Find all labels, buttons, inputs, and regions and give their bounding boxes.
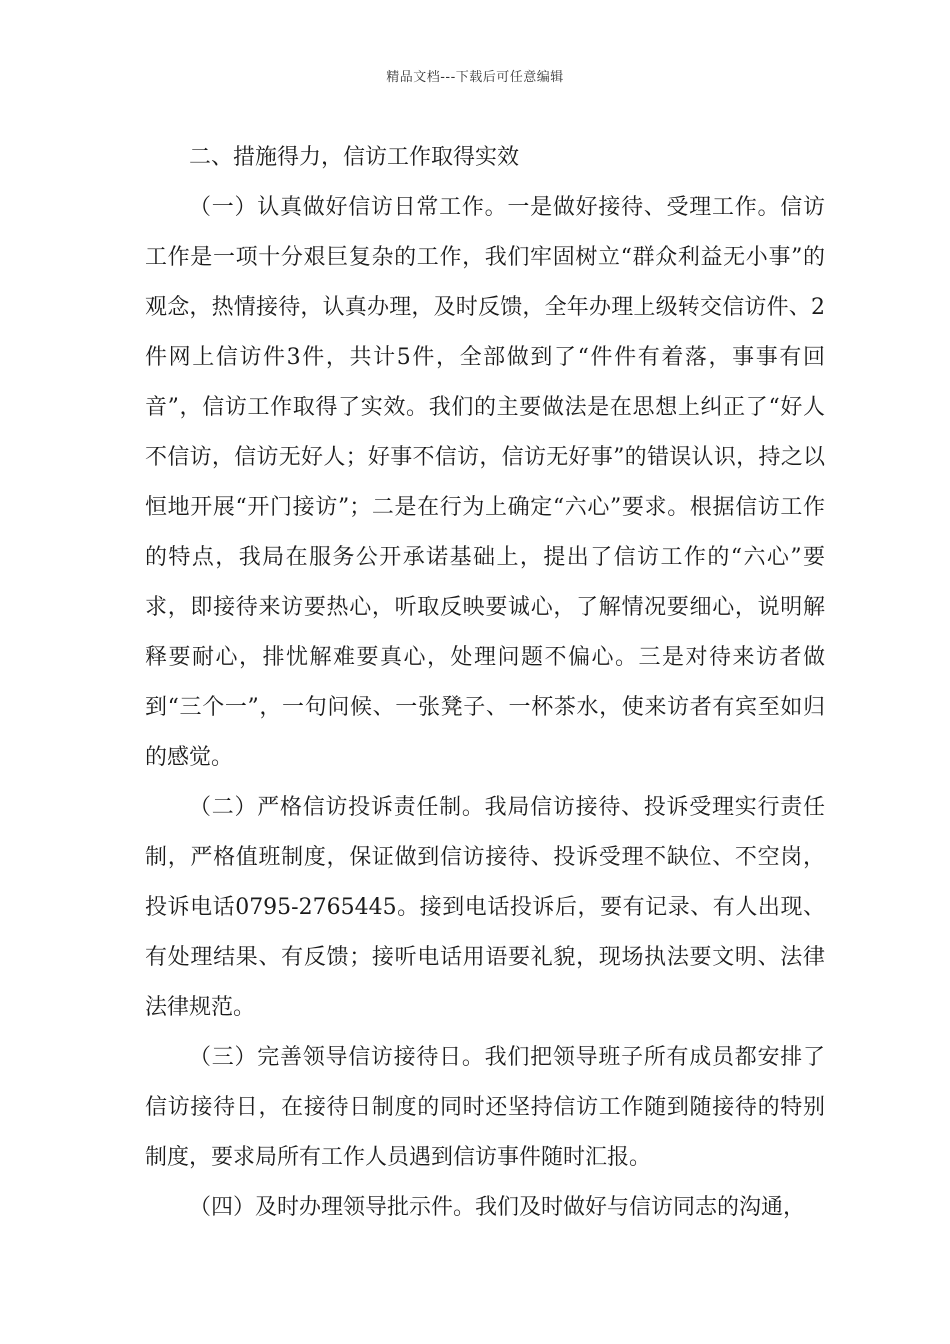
paragraph-3: （三）完善领导信访接待日。我们把领导班子所有成员都安排了信访接待日，在接待日制度的同时还坚持信访工作随到随接待的特别制度，要求局所有工作人员遇到信访事件随时汇报。 [145, 1045, 825, 1170]
paragraph-1: （一）认真做好信访日常工作。一是做好接待、受理工作。信访工作是一项十分艰巨复杂的工作，我们牢固树立“群众利益无小事”的观念，热情接待，认真办理，及时反馈，全年办理上级转交信访件、2件网上信访件3件，共计5件，全部做到了“件件有着落，事事有回音”，信访工作取得了实效。我们的主要做法是在思想上纠正了“好人不信访，信访无好人；好事不信访，信访无好事”的错误认识，持之以恒地开展“开门接访”；二是在行为上确定“六心”要求。根据信访工作的特点，我局在服务公开承诺基础上，提出了信访工作的“六心”要求，即接待来访要热心，听取反映要诚心，了解情况要细心，说明解释要耐心，排忧解难要真心，处理问题不偏心。三是对待来访者做到“三个一”，一句问候、一张凳子、一杯茶水，使来访者有宾至如归的感觉。 [145, 195, 825, 770]
page-header: 精品文档---下载后可任意编辑 [386, 70, 564, 85]
paragraph-4: （四）及时办理领导批示件。我们及时做好与信访同志的沟通， [189, 1195, 806, 1220]
section-heading: 二、措施得力，信访工作取得实效 [189, 145, 520, 170]
paragraph-2: （二）严格信访投诉责任制。我局信访接待、投诉受理实行责任制，严格值班制度，保证做到信访接待、投诉受理不缺位、不空岗，投诉电话0795-2765445。接到电话投诉后，要有记录、有人出现、有处理结果、有反馈；接听电话用语要礼貌，现场执法要文明、法律法律规范。 [145, 795, 825, 1020]
document-body [145, 133, 825, 1233]
